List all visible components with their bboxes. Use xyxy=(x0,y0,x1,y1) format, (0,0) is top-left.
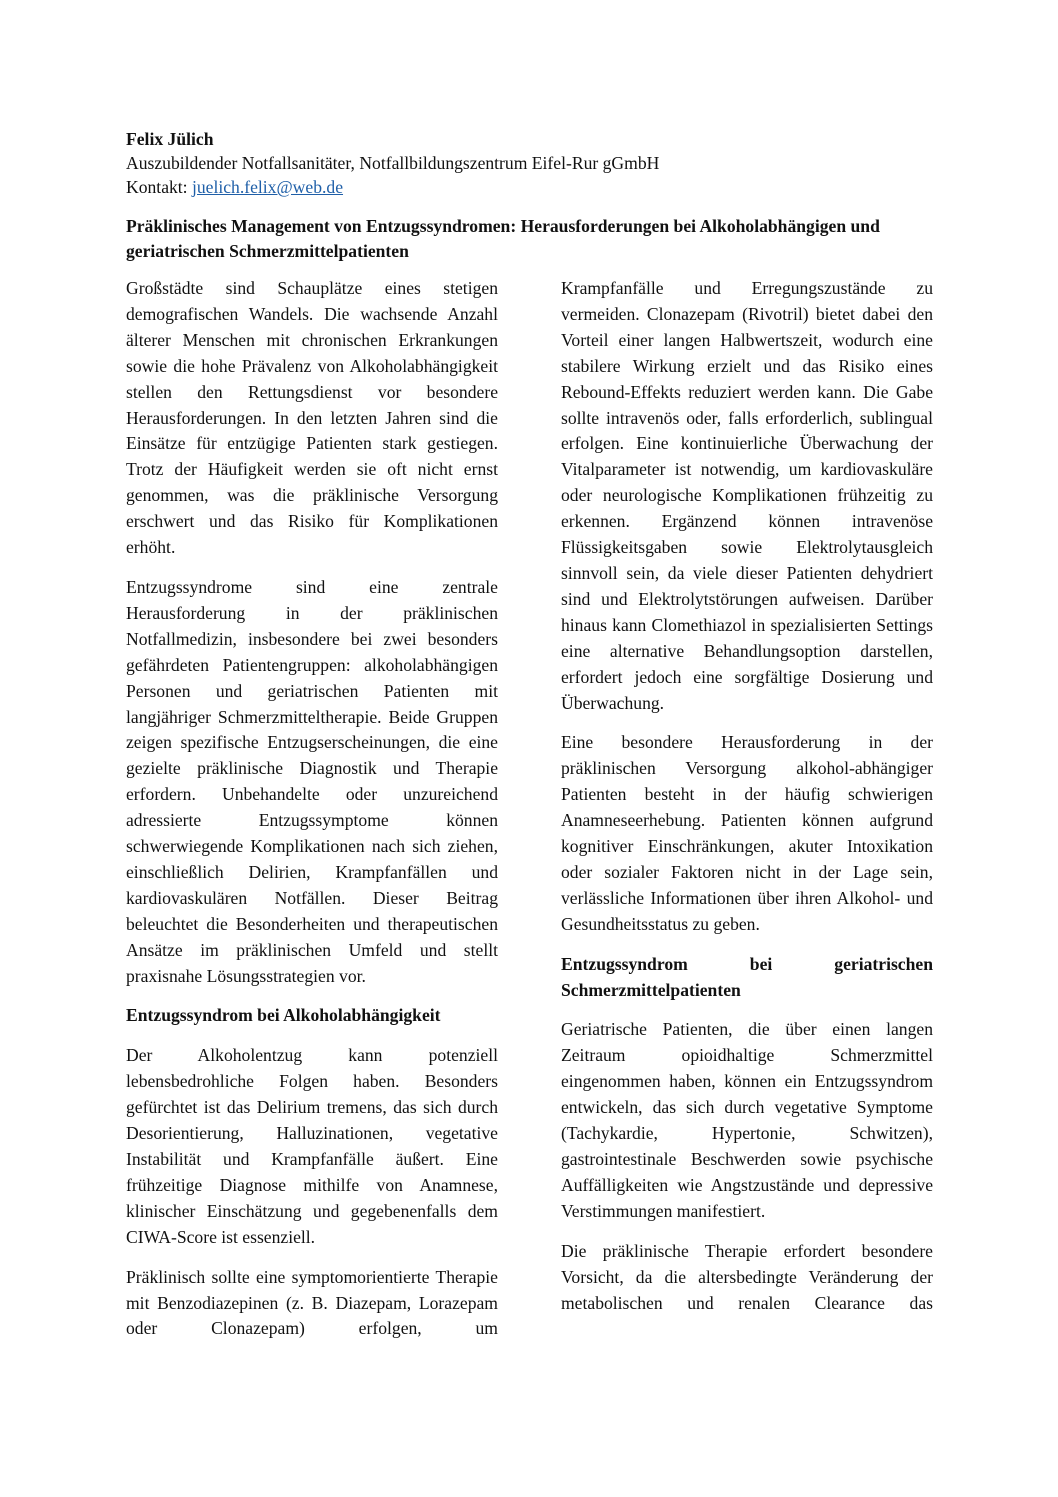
alcohol-paragraph-2: Präklinisch sollte eine symptomorientierte Therapie mit Benzodiazepinen (z. B. Diazepam, Lorazepam oder Clonazepam) erfolgen, um xyxy=(126,1266,498,1339)
section-heading-alcohol: Entzugssyndrom bei Alkoholabhängigkeit xyxy=(126,1005,441,1026)
article-title: Präklinisches Management von Entzugssyndromen: Herausforderungen bei Alkoholabhängigen und geriatrischen Schmerzmittelpatienten xyxy=(126,216,880,261)
intro-paragraph-1: Großstädte sind Schauplätze eines stetigen demografischen Wandels. Die wachsende Anzahl älterer Menschen mit chronischen Erkrankungen sowie die hohe Prävalenz von Alkoholabhängigkeit stellen den Rettungsdienst vor besondere Herausforderungen. In den letzten Jahren sind die Einsätze für entzügige Patienten stark gestiegen. Trotz der Häufigkeit werden sie oft nicht ernst genommen, was die präklinische Versorgung erschwert und das Risiko für Komplikationen erhöht. xyxy=(126,278,498,558)
author-contact xyxy=(126,175,936,199)
author-affiliation: Auszubildender Notfallsanitäter, Notfallbildungszentrum Eifel-Rur gGmbH xyxy=(126,153,660,173)
right-column xyxy=(561,276,933,1330)
left-column xyxy=(126,276,498,1356)
geriatric-paragraph-2: Die präklinische Therapie erfordert besondere Vorsicht, da die altersbedingte Veränderung der metabolischen und renalen Clearance das xyxy=(561,1240,933,1313)
alcohol-paragraph-3: Krampfanfälle und Erregungszustände zu vermeiden. Clonazepam (Rivotril) bietet dabei den Vorteil einer langen Halbwertszeit, wodurch eine stabilere Wirkung erzielt und das Risiko eines Rebound-Effekts reduziert werden kann. Die Gabe sollte intravenös oder, falls erforderlich, sublingual erfolgen. Eine kontinuierliche Überwachung der Vitalparameter ist notwendig, um kardiovaskuläre oder neurologische Komplikationen frühzeitig zu erkennen. Ergänzend können intravenöse Flüssigkeitsgaben sowie Elektrolytausgleich sinnvoll sein, da viele dieser Patienten dehydriert sind und Elektrolytstörungen aufweisen. Darüber hinaus kann Clomethiazol in spezialisierten Settings eine alternative Behandlungsoption darstellen, erfordert jedoch eine sorgfältige Dosierung und Überwachung. xyxy=(561,278,933,713)
section-heading-geriatric: Entzugssyndrom bei geriatrischen Schmerzmittelpatienten xyxy=(561,953,933,1000)
contact-label: Kontakt: xyxy=(126,177,192,197)
alcohol-paragraph-4: Eine besondere Herausforderung in der präklinischen Versorgung alkohol-abhängiger Patienten besteht in der häufig schwierigen Anamneseerhebung. Patienten können aufgrund kognitiver Einschränkungen, akuter Intoxikation oder sozialer Faktoren nicht in der Lage sein, verlässliche Informationen über ihren Alkohol- und Gesundheitsstatus zu geben. xyxy=(561,732,933,934)
email-link[interactable]: juelich.felix@web.de xyxy=(191,177,344,197)
geriatric-paragraph-1: Geriatrische Patienten, die über einen langen Zeitraum opioidhaltige Schmerzmittel eingenommen haben, können ein Entzugssyndrom entwickeln, das sich durch vegetative Symptome (Tachykardie, Hypertonie, Schwitzen), gastrointestinale Beschwerden sowie psychische Auffälligkeiten wie Angstzustände und depressive Verstimmungen manifestiert. xyxy=(561,1019,933,1221)
author-block xyxy=(126,127,936,199)
alcohol-paragraph-1: Der Alkoholentzug kann potenziell lebensbedrohliche Folgen haben. Besonders gefürchtet ist das Delirium tremens, das sich durch Desorientierung, Halluzinationen, vegetative Instabilität und Krampfanfälle äußert. Eine frühzeitige Diagnose mithilfe von Anamnese, klinischer Einschätzung und gegebenenfalls dem CIWA-Score ist essenziell. xyxy=(126,1045,498,1247)
intro-paragraph-2: Entzugssyndrome sind eine zentrale Herausforderung in der präklinischen Notfallmedizin, insbesondere bei zwei besonders gefährdeten Patientengruppen: alkoholabhängigen Personen und geriatrischen Patienten mit langjähriger Schmerzmitteltherapie. Beide Gruppen zeigen spezifische Entzugserscheinungen, die eine gezielte präklinische Diagnostik und Therapie erfordern. Unbehandelte oder unzureichend adressierte Entzugssymptome können schwerwiegende Komplikationen nach sich ziehen, einschließlich Delirien, Krampfanfällen und kardiovaskulären Notfällen. Dieser Beitrag beleuchtet die Besonderheiten und therapeutischen Ansätze im präklinischen Umfeld und stellt praxisnahe Lösungsstrategien vor. xyxy=(126,576,498,986)
author-name: Felix Jülich xyxy=(126,129,214,149)
